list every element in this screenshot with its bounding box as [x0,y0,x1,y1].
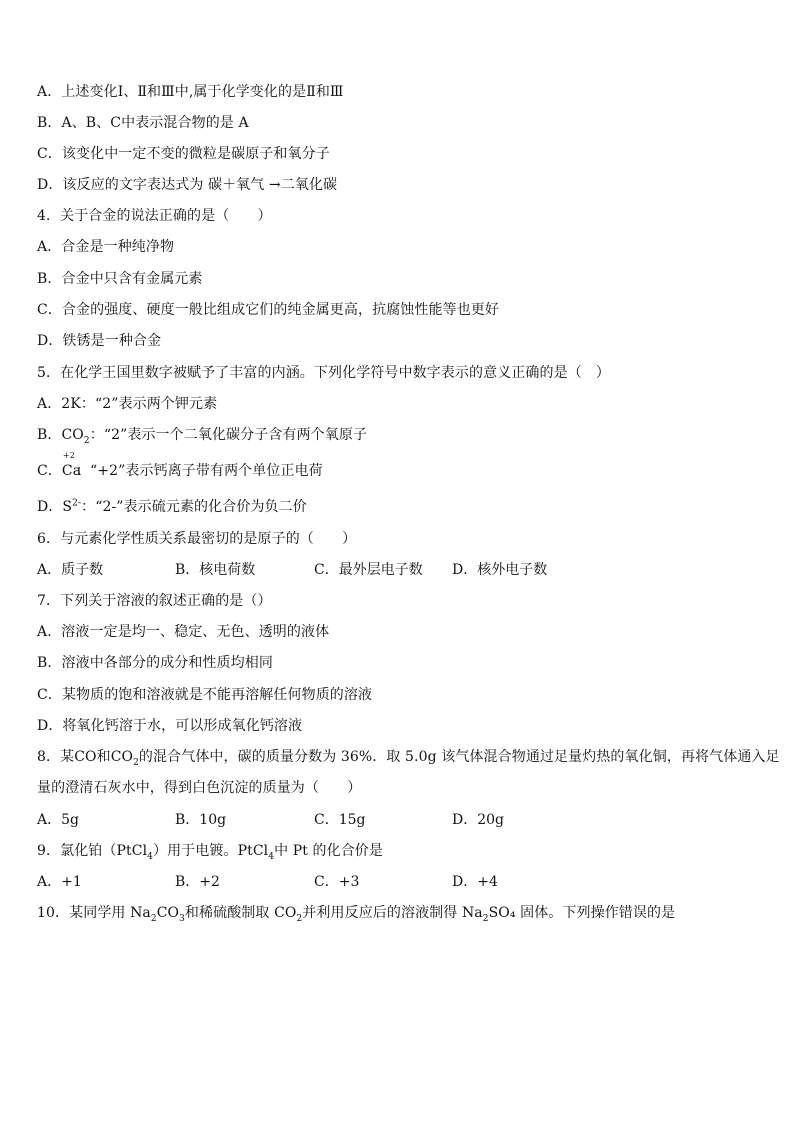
q6-stem: 6．与元素化学性质关系最密切的是原子的（ ） [37,531,357,547]
q9-option-a: A．+1 [37,874,82,890]
q5-option-c: C． +2 Ca：“+2”表示钙离子带有两个单位正电荷 [37,451,323,479]
q4-stem: 4．关于合金的说法正确的是（ ） [37,208,272,224]
q6-option-d: D．核外电子数 [452,562,548,578]
q3-option-b: B．A、B、C中表示混合物的是 A [37,115,249,131]
calcium-valence-symbol: +2 Ca [61,451,82,479]
q7-option-b: B．溶液中各部分的成分和性质均相同 [37,655,273,671]
q5-option-d: D．$S^{2-}$：“2-”表示硫元素的化合价为负二价 [37,498,307,515]
q6-option-b: B．核电荷数 [175,562,256,578]
q9-option-b: B．+2 [175,874,220,890]
q10-stem: 10．某同学用 $Na_2CO_3$和稀硫酸制取 $CO_2$并利用反应后的溶液制得 $Na_2SO_4$ 固体。下列操作错误的是 [37,905,676,924]
q6-option-a: A．质子数 [37,562,104,578]
q8-stem-line2: 量的澄清石灰水中，得到白色沉淀的质量为（ ） [37,780,362,796]
q8-stem-line1: 8．某CO和$CO_2$的混合气体中，碳的质量分数为 36%．取 5.0g 该气体混合物通过足量灼热的氧化铜，再将气体通入足 [37,749,780,768]
q4-option-a: A．合金是一种纯净物 [37,239,175,255]
q4-option-b: B．合金中只含有金属元素 [37,271,203,287]
q5-stem: 5．在化学王国里数字被赋予了丰富的内涵。下列化学符号中数字表示的意义正确的是（ ） [37,365,611,381]
q3-option-c: C．该变化中一定不变的微粒是碳原子和氧分子 [37,146,330,162]
q8-option-a: A．5g [37,812,79,828]
q5-option-a: A．2K：“2”表示两个钾元素 [37,396,218,412]
q7-option-a: A．溶液一定是均一、稳定、无色、透明的液体 [37,624,330,640]
q4-option-c: C．合金的强度、硬度一般比组成它们的纯金属更高，抗腐蚀性能等也更好 [37,302,500,318]
q5-option-b: B．$CO_2$：“2”表示一个二氧化碳分子含有两个氧原子 [37,427,368,446]
q3-option-d: D．该反应的文字表达式为 碳＋氧气 →二氧化碳 [37,177,338,193]
q4-option-d: D．铁锈是一种合金 [37,333,162,349]
q9-option-c: C．+3 [314,874,360,890]
q7-option-d: D．将氧化钙溶于水，可以形成氧化钙溶液 [37,718,303,734]
q8-option-d: D．20g [452,812,505,828]
q3-option-a: A．上述变化Ⅰ、Ⅱ和Ⅲ中,属于化学变化的是Ⅱ和Ⅲ [37,84,344,100]
q7-option-c: C．某物质的饱和溶液就是不能再溶解任何物质的溶液 [37,687,373,703]
q9-option-d: D．+4 [452,874,498,890]
q8-option-b: B．10g [175,812,227,828]
q6-option-c: C．最外层电子数 [314,562,423,578]
q8-option-c: C．15g [314,812,366,828]
q7-stem: 7．下列关于溶液的叙述正确的是（） [37,593,272,609]
q9-stem: 9．氯化铂（PtCl$_4$）用于电镀。PtCl$_4$中 Pt 的化合价是 [37,843,384,862]
